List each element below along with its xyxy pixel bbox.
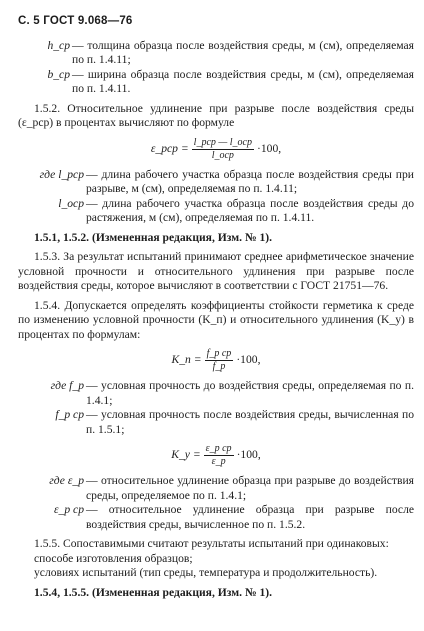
definition-text: — ширина образца после воздействия среды, м (см), определяемая по п. 1.4.11. bbox=[72, 67, 414, 95]
definition-row bbox=[18, 379, 414, 408]
formula-fraction bbox=[204, 443, 234, 468]
definition-symbol: где ε_р bbox=[49, 474, 84, 487]
amendment-note: 1.5.4, 1.5.5. (Измененная редакция, Изм. № 1). bbox=[34, 585, 273, 599]
definition-symbol: b_ср bbox=[47, 67, 70, 81]
definition-symbol: где f_р bbox=[50, 379, 84, 392]
formula-lhs: ε_рср = bbox=[150, 141, 189, 155]
formula-denominator: ε_р bbox=[211, 456, 226, 467]
paragraph-1-5-4: 1.5.4. Допускается определять коэффициенты стойкости герметика к среде по изменению условной прочности (K_п) и относительного удлинения (K_у) в процентах по формулам: bbox=[18, 298, 414, 341]
amendment-note: 1.5.1, 1.5.2. (Измененная редакция, Изм. № 1). bbox=[34, 230, 273, 244]
definition-row bbox=[18, 408, 414, 437]
formula-denominator: f_р bbox=[212, 361, 226, 372]
list-item: способе изготовления образцов; bbox=[34, 551, 193, 565]
definition-row bbox=[18, 68, 414, 97]
definition-text: — длина рабочего участка образца после воздействия среды до растяжения, м (см), определяемая по п. 1.4.11. bbox=[86, 196, 414, 224]
formula-strength-coefficient bbox=[18, 348, 414, 373]
formula-numerator: f_р ср bbox=[206, 348, 232, 359]
definition-row bbox=[18, 503, 414, 532]
page-header: С. 5 ГОСТ 9.068—76 bbox=[18, 15, 133, 27]
definition-row bbox=[18, 474, 414, 503]
definition-text: — толщина образца после воздействия среды, м (см), определяемая по п. 1.4.11; bbox=[72, 38, 414, 66]
formula-lhs: K_п = bbox=[171, 353, 202, 367]
formula-rhs: ·100, bbox=[236, 353, 261, 367]
formula-elongation bbox=[18, 137, 414, 162]
definition-symbol: ε_р ср bbox=[53, 503, 84, 516]
formula-numerator: ε_р ср bbox=[205, 443, 232, 454]
formula-numerator: l_рср — l_оср bbox=[193, 136, 252, 148]
paragraph-1-5-5: 1.5.5. Сопоставимыми считают результаты испытаний при одинаковых: bbox=[34, 537, 389, 550]
definition-text: — относительное удлинение образца при разрыве после воздействия среды, вычисленное по п. 1.5.2. bbox=[86, 503, 414, 531]
document-page bbox=[18, 14, 414, 600]
formula-lhs: K_у = bbox=[171, 448, 201, 462]
formula-fraction bbox=[192, 137, 254, 162]
definition-row bbox=[18, 168, 414, 197]
definition-text: — условная прочность до воздействия среды, определяемая по п. 1.4.1; bbox=[86, 379, 414, 407]
paragraph-1-5-3: 1.5.3. За результат испытаний принимают среднее арифметическое значение условной прочности и относительного удлинения при разрыве после воздействия среды, которое вычисляют в соответствии с ГОСТ 21751—76. bbox=[18, 250, 414, 292]
formula-elongation-coefficient bbox=[18, 443, 414, 468]
definition-symbol: l_оср bbox=[58, 196, 84, 210]
definition-symbol: где l_рср bbox=[39, 167, 84, 181]
list-item: условиях испытаний (тип среды, температура и продолжительность). bbox=[34, 566, 378, 579]
definition-symbol: h_ср bbox=[47, 38, 70, 52]
formula-fraction bbox=[205, 348, 234, 373]
definition-symbol: f_р ср bbox=[55, 408, 84, 421]
definition-text: — условная прочность после воздействия среды, вычисленная по п. 1.5.1; bbox=[86, 408, 414, 436]
formula-rhs: ·100, bbox=[257, 141, 282, 155]
formula-rhs: ·100, bbox=[236, 448, 261, 462]
definition-text: — относительное удлинение образца при разрыве до воздействия среды, определяемое по п. 1.4.1; bbox=[86, 474, 414, 502]
formula-denominator: l_оср bbox=[211, 149, 234, 161]
definition-row bbox=[18, 39, 414, 68]
definition-text: — длина рабочего участка образца после воздействия среды при разрыве, м (см), определяемая по п. 1.4.11; bbox=[86, 167, 414, 195]
paragraph-1-5-2: 1.5.2. Относительное удлинение при разрыве после воздействия среды (ε_рср) в процентах вычисляют по формуле bbox=[18, 101, 414, 129]
definition-row bbox=[18, 197, 414, 226]
